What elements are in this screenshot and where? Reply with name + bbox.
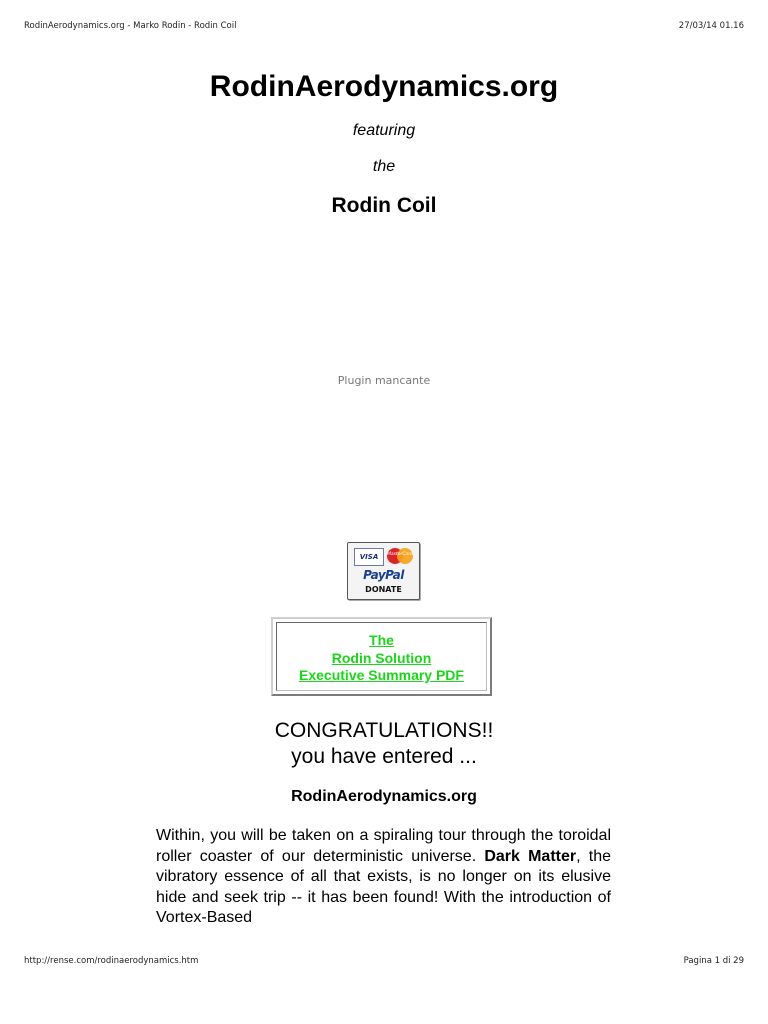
- congratulations-heading: [0, 718, 768, 770]
- featuring-text: featuring: [352, 122, 416, 139]
- print-header-title: RodinAerodynamics.org - Marko Rodin - Rodin Coil: [24, 21, 237, 31]
- paypal-logo: PayPal: [363, 568, 404, 582]
- print-footer-url: http://rense.com/rodinaerodynamics.htm: [24, 956, 199, 966]
- the-text: the: [372, 158, 396, 175]
- print-header-timestamp: 27/03/14 01.16: [678, 21, 744, 31]
- print-footer: [24, 956, 744, 966]
- mastercard-icon: [386, 547, 414, 565]
- intro-text-part-2: , the vibratory essence of all that exists, is no longer on its elusive hide and seek trip -- it has been found! With the introduction of Vortex-Based: [156, 847, 611, 926]
- coil-title: Rodin Coil: [331, 194, 437, 217]
- intro-dark-matter: Dark Matter: [484, 847, 577, 865]
- congrats-line-1: CONGRATULATIONS!!: [274, 719, 494, 742]
- mastercard-label: MasterCard: [387, 552, 413, 557]
- print-footer-page-number: Pagina 1 di 29: [683, 956, 744, 966]
- site-title: RodinAerodynamics.org: [209, 70, 559, 103]
- sub-site-title: RodinAerodynamics.org: [291, 788, 477, 805]
- intro-text-part-1: Within, you will be taken on a spiraling tour through the toroidal roller coaster of our deterministic universe.: [156, 827, 611, 865]
- intro-paragraph: [156, 826, 611, 929]
- print-header: [24, 21, 744, 31]
- plugin-missing-placeholder[interactable]: Plugin mancante: [337, 374, 431, 387]
- summary-link-executive-summary-pdf[interactable]: Executive Summary PDF: [299, 667, 464, 683]
- summary-link-the[interactable]: The: [369, 632, 394, 648]
- congrats-line-2: you have entered ...: [291, 745, 477, 768]
- visa-card-icon: VISA: [354, 548, 384, 566]
- paypal-donate-button[interactable]: [347, 542, 420, 600]
- donate-label: DONATE: [365, 585, 402, 594]
- summary-link-rodin-solution[interactable]: Rodin Solution: [331, 649, 432, 666]
- executive-summary-box: [271, 617, 492, 696]
